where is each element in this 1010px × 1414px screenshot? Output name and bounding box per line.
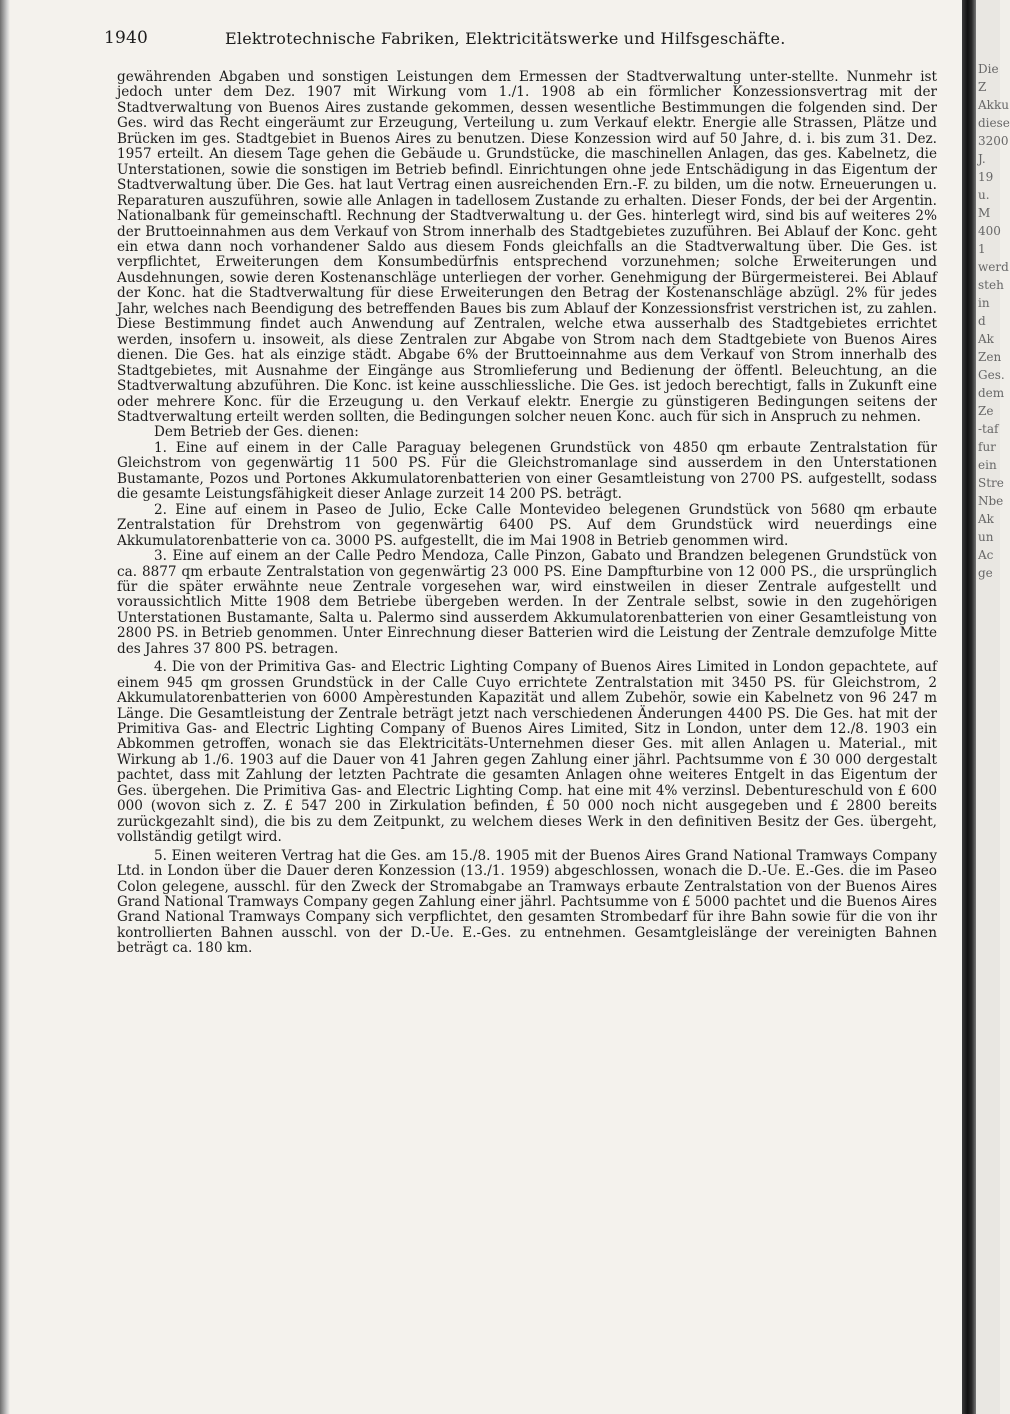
list-item-5: 5. Einen weiteren Vertrag hat die Ges. am 15./8. 1905 mit der Buenos Aires Grand National Tramways Company Ltd. in London über die Dauer deren Konzession (13./1. 1959) abgeschlossen, wonach die D.-Ue. E.-Ges. die im Paseo Colon gelegene, ausschl. für den Zweck der Stromabgabe an Tramways erbaute Zentralstation von der Buenos Aires Grand National Tramways Company gegen Zahlung einer jährl. Pachtsumme von £ 5000 pachtet und die Buenos Aires Grand National Tramways Company sich verpflichtet, den gesamten Strombedarf für ihre Bahn sowie für die von ihr kontrollierten Bahnen ausschl. von der D.-Ue. E.-Ges. zu entnehmen. Gesamtgleislänge der vereinigten Bahnen beträgt ca. 180 km. — [117, 847, 937, 957]
page-number: 1940 — [104, 28, 149, 48]
list-item-4: 4. Die von der Primitiva Gas- and Electric Lighting Company of Buenos Aires Limited in London gepachtete, auf einem 945 qm grossen Grundstück in der Calle Cuyo errichtete Zentralstation mit 3450 PS. für Gleichstrom, 2 Akkumulatorenbatterien von 6000 Ampèrestunden Kapazität und allem Zubehör, sowie ein Kabelnetz von 96 247 m Länge. Die Gesamtleistung der Zentrale beträgt jetzt nach verschiedenen Änderungen 4400 PS. Die Ges. hat mit der Primitiva Gas- and Electric Lighting Company of Buenos Aires Limited, Sitz in London, unter dem 12./8. 1903 ein Abkommen getroffen, wonach sie das Elektricitäts-Unternehmen dieser Ges. mit allen Anlagen u. Material., mit Wirkung ab 1./6. 1903 auf die Dauer von 41 Jahren gegen Zahlung einer jährl. Pachtsumme von £ 30 000 dergestalt pachtet, dass mit Zahlung der letzten Pachtrate die gesamten Anlagen ohne weiteres Entgelt in das Eigentum der Ges. übergehen. Die Primitiva Gas- and Electric Lighting Comp. hat eine mit 4% verzinsl. Debentureschuld von £ 600 000 (wovon sich z. Z. £ 547 200 in Zirkulation befinden, £ 50 000 noch nicht ausgegeben und £ 2800 bereits zurückgezahlt sind), die bis zu dem Zeitpunkt, zu welchem dieses Werk in den definitiven Besitz der Ges. übergeht, vollständig getilgt wird. — [117, 659, 937, 846]
facing-page-fragment: Die Z Akku diese 3200 J. 19 u. M 400 1 werd steh in d Ak Zen Ges. dem Ze -taf fur ein Stre Nbe Ak un Ac ge — [978, 62, 1010, 580]
list-item-2: 2. Eine auf einem in Paseo de Julio, Ecke Calle Montevideo belegenen Grundstück von 5680 qm erbaute Zentralstation für Drehstrom von gegenwärtig 6400 PS. Auf dem Grundstück wird neuerdings eine Akkumulatorenbatterie von ca. 3000 PS. aufgestellt, die im Mai 1908 in Betrieb genommen wird. — [117, 501, 937, 549]
running-header — [100, 28, 960, 52]
page-left-edge — [0, 0, 10, 1414]
book-gutter — [962, 0, 976, 1414]
body-text — [117, 70, 937, 957]
paragraph-intro-list: Dem Betrieb der Ges. dienen: — [154, 424, 359, 441]
running-title: Elektrotechnische Fabriken, Elektricitätswerke und Hilfsgeschäfte. — [225, 29, 786, 48]
paragraph-concession: gewährenden Abgaben und sonstigen Leistungen dem Ermessen der Stadtverwaltung unter-stellte. Nunmehr ist jedoch unter dem Dez. 1907 mit Wirkung vom 1./1. 1908 ab ein förmlicher Konzessionsvertrag mit der Stadtverwaltung von Buenos Aires zustande gekommen, dessen wesentliche Bestimmungen die folgenden sind. Der Ges. wird das Recht eingeräumt zur Erzeugung, Verteilung u. zum Verkauf elektr. Energie alle Strassen, Plätze und Brücken im ges. Stadtgebiet in Buenos Aires zu benutzen. Diese Konzession wird auf 50 Jahre, d. i. bis zum 31. Dez. 1957 erteilt. An diesem Tage gehen die Gebäude u. Grundstücke, die maschinellen Anlagen, das ges. Kabelnetz, die Unterstationen, sowie die sonstigen im Betrieb befindl. Einrichtungen ohne jede Entschädigung in das Eigentum der Stadtverwaltung über. Die Ges. hat laut Vertrag einen ausreichenden Ern.-F. zu bilden, um die notw. Erneuerungen u. Reparaturen auszuführen, sowie alle Anlagen in tadellosem Zustande zu erhalten. Dieser Fonds, der bei der Argentin. Nationalbank für gemeinschaftl. Rechnung der Stadtverwaltung u. der Ges. hinterlegt wird, sind bis auf weiteres 2% der Bruttoeinnahmen aus dem Verkauf von Strom innerhalb des Stadtgebietes zuzuführen. Bei Ablauf der Konc. geht ein etwa dann noch vorhandener Saldo aus diesem Fonds gleichfalls an die Stadtverwaltung über. Die Ges. ist verpflichtet, Erweiterungen dem Konsumbedürfnis entsprechend vorzunehmen; solche Erweiterungen und Ausdehnungen, sowie deren Kostenanschläge unterliegen der vorher. Genehmigung der Bürgermeisterei. Bei Ablauf der Konc. hat die Stadtverwaltung für diese Erweiterungen den Betrag der Kostenanschläge abzügl. 2% für jedes Jahr, welches nach Beendigung des betreffenden Baues bis zum Ablauf der Konzessionsfrist verstrichen ist, zu zahlen. Diese Bestimmung findet auch Anwendung auf Zentralen, welche etwa ausserhalb des Stadtgebietes errichtet werden, insofern u. insoweit, als diese Zentralen zur Abgabe von Strom nach dem Stadtgebiete von Buenos Aires dienen. Die Ges. hat als einzige städt. Abgabe 6% der Bruttoeinnahme aus dem Verkauf von Strom innerhalb des Stadtgebietes, mit Ausnahme der Eingänge aus Stromlieferung und Bedienung der öffentl. Beleuchtung, an die Stadtverwaltung abzuführen. Die Konc. ist keine ausschliessliche. Die Ges. ist jedoch berechtigt, falls in Zukunft eine oder mehrere Konc. für die Erzeugung u. den Verkauf elektr. Energie zu günstigeren Bedingungen seitens der Stadtverwaltung erteilt werden sollten, die Bedingungen solcher neuen Konc. auch für sich in Anspruch zu nehmen. — [117, 69, 937, 425]
facing-page-edge — [976, 0, 1010, 1414]
list-item-1: 1. Eine auf einem in der Calle Paraguay belegenen Grundstück von 4850 qm erbaute Zentralstation für Gleichstrom von gegenwärtig 11 500 PS. Für die Gleichstromanlage sind ausserdem in den Unterstationen Bustamante, Pozos und Portones Akkumulatorenbatterien von einer Gesamtleistung von 2700 PS. aufgestellt, sodass die gesamte Leistungsfähigkeit dieser Anlage zurzeit 14 200 PS. beträgt. — [117, 439, 937, 503]
list-item-3: 3. Eine auf einem an der Calle Pedro Mendoza, Calle Pinzon, Gabato und Brandzen belegenen Grundstück von ca. 8877 qm erbaute Zentralstation von gegenwärtig 23 000 PS. Eine Dampfturbine von 12 000 PS., die ursprünglich für die später erwähnte neue Zentrale vorgesehen war, wird einstweilen in dieser Zentrale aufgestellt und voraussichtlich Mitte 1908 dem Betriebe übergeben werden. In der Zentrale selbst, sowie in den zugehörigen Unterstationen Bustamante, Salta u. Palermo sind ausserdem Akkumulatorenbatterien von einer Gesamtleistung von 2800 PS. in Betrieb genommen. Unter Einrechnung dieser Batterien wird die Leistung der Zentrale demzufolge Mitte des Jahres 37 800 PS. betragen. — [117, 548, 937, 657]
